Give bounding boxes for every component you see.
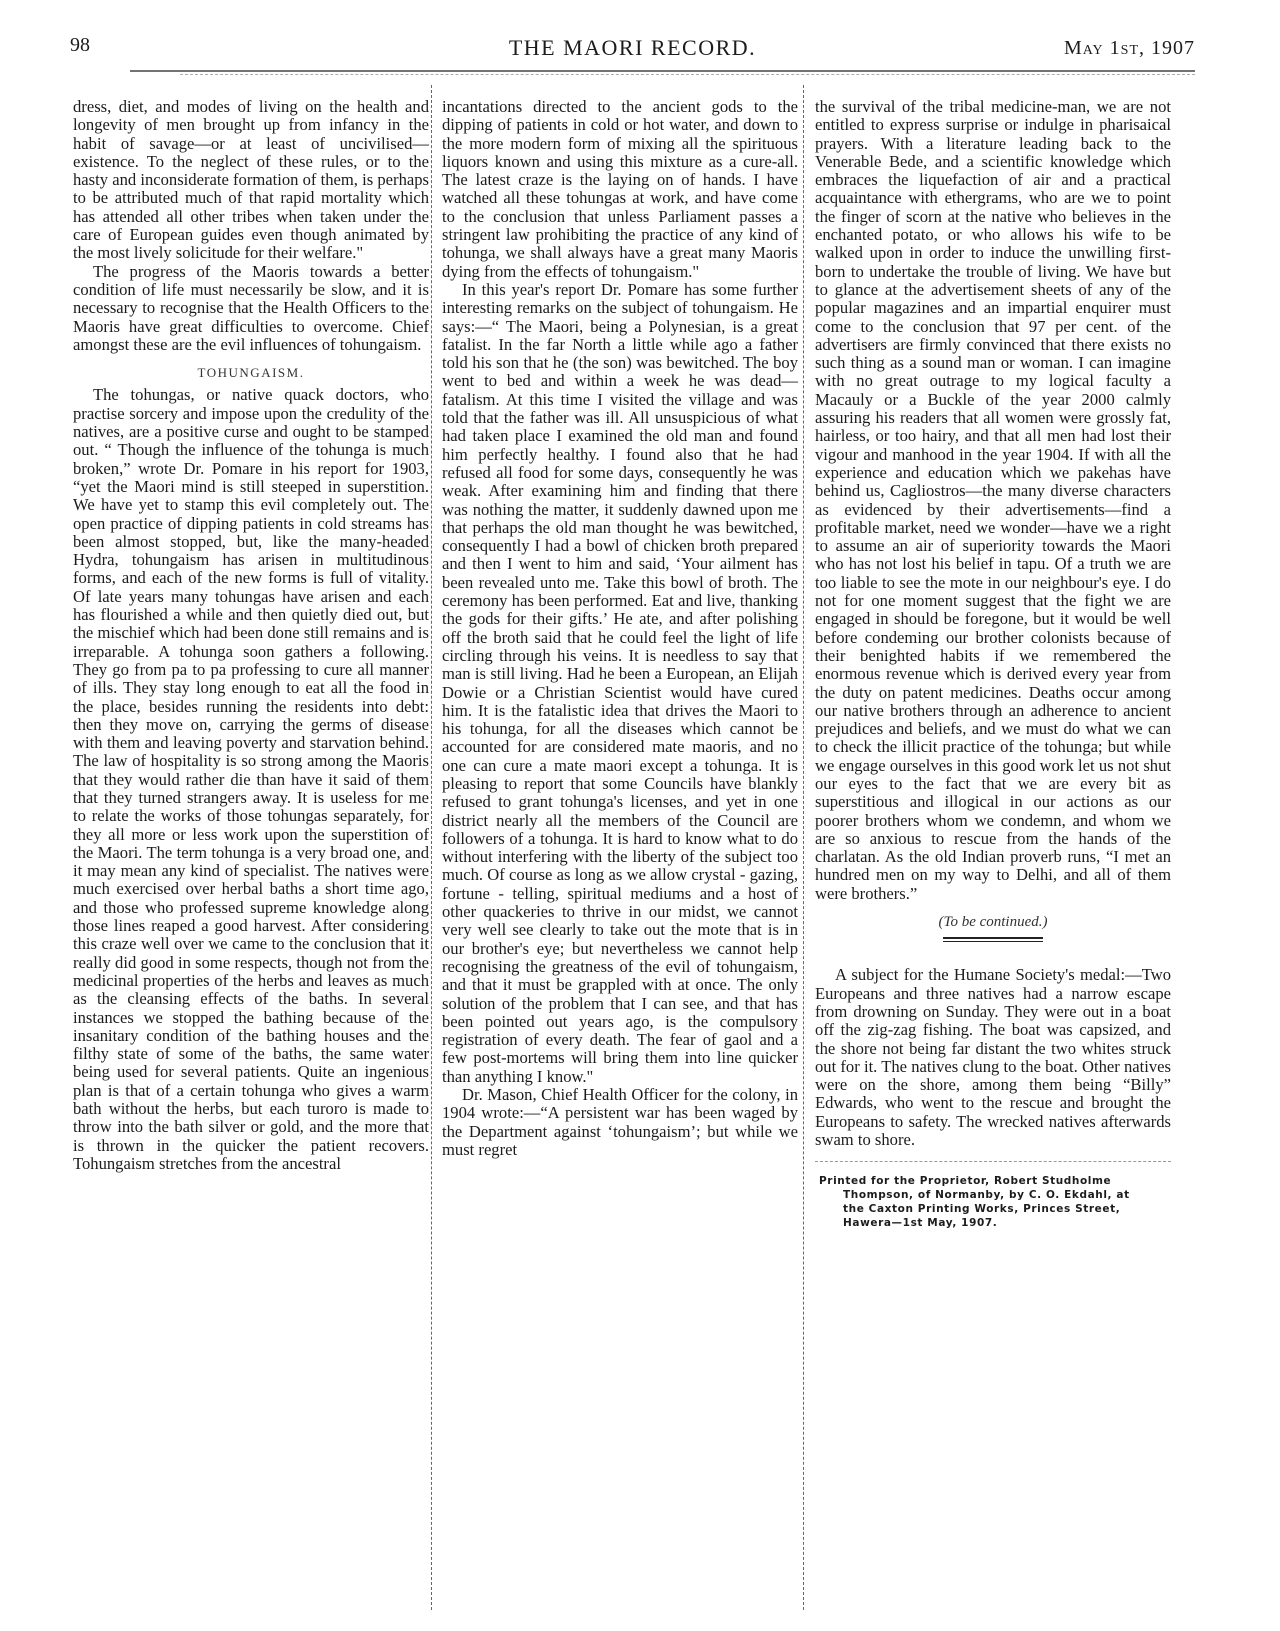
paragraph: The tohungas, or native quack doctors, who practise sorcery and impose upon the credulity of the natives, are a positive curse and ought to be stamped out. “ Though the influence of the tohunga is much broken,” wrote Dr. Pomare in his report for 1903, “yet the Maori mind is still steeped in superstition. We have yet to stamp this evil completely out. The open practice of dipping patients in cold streams has been almost stopped, but, like the many-headed Hydra, tohungaism has arisen in multitudinous forms, and each of the new forms is full of vitality. Of late years many tohungas have arisen and each has flourished a while and then quietly died out, but the mischief which had been done still remains and is irreparable. A tohunga soon gathers a following. They go from pa to pa professing to cure all manner of ills. They stay long enough to eat all the food in the place, besides running the residents into debt: then they move on, carrying the germs of disease with them and leaving poverty and starvation behind. The law of hospitality is so strong among the Maoris that they would rather die than have it said of them that they turned strangers away. It is useless for me to relate the works of those tohungas separately, for they all more or less work upon the superstition of the Maori. The term tohunga is a very broad one, and it may mean any kind of specialist. The natives were much exercised over herbal baths a short time ago, and those who professed supreme knowledge along those lines reaped a good harvest. After considering this craze well over we came to the conclusion that it really did good in some respects, though not from the medicinal properties of the herbs and leaves as much as the cleansing effects of the baths. In several instances we stopped the bathing because of the insanitary condition of the bathing houses and the filthy state of some of the baths, the same water being used for several patients. Quite an ingenious plan is that of a certain tohunga who gives a warm bath without the herbs, but each turoro is made to throw into the bath silver or gold, and the more that is thrown in the quicker the patient recovers. Tohungaism stretches from the ancestral [73,385,429,1173]
imprint-divider [815,1161,1171,1162]
section-divider [943,937,1043,942]
printer-imprint [815,1174,1171,1230]
paragraph: The progress of the Maoris towards a better condition of life must necessarily be slow, and it is necessary to recognise that the Health Officers to the Maoris have great difficulties to overcome. Chief amongst these are the evil influences of tohungaism. [73,261,429,354]
paragraph: Dr. Mason, Chief Health Officer for the colony, in 1904 wrote:—“A persistent war has been waged by the Department against ‘tohungaism’; but while we must regret [442,1085,798,1159]
column-divider [803,85,804,1610]
page-header [70,30,1195,70]
page-number: 98 [70,34,90,56]
imprint-line: Hawera—1st May, 1907. [843,1217,998,1230]
header-rule [130,70,1195,72]
paragraph: In this year's report Dr. Pomare has some further interesting remarks on the subject of tohungaism. He says:—“ The Maori, being a Polynesian, is a great fatalist. In the far North a little while ago a father told his son that he (the son) was bewitched. The boy went to bed and within a week he was dead—fatalism. At this time I visited the village and was told that the father was ill. All unsuspicious of what had taken place I examined the old man and found him perfectly healthy. I found also that he had refused all food for some days, consequently he was weak. After examining him and finding that there was nothing the matter, it suddenly dawned upon me that perhaps the old man thought he was bewitched, consequently I had a bowl of chicken broth prepared and then I went to him and said, ‘Your ailment has been revealed unto me. Take this bowl of broth. The ceremony has been performed. Eat and live, thanking the gods for their gifts.’ He ate, and after polishing off the broth said that he could feel the light of life circling through his veins. It is needless to say that man is still living. Had he been a European, an Elijah Dowie or a Christian Scientist would have cured him. It is the fatalistic idea that drives the Maori to his tohunga, for all the diseases which cannot be accounted for are considered mate maoris, and no one can cure a mate maori except a tohunga. It is pleasing to report that some Councils have blankly refused to grant tohunga's licenses, and yet in one district nearly all the members of the Council are followers of a tohunga. It is hard to know what to do without interfering with the liberty of the subject too much. Of course as long as we allow crystal - gazing, fortune - telling, spiritual mediums and a host of other quackeries to thrive in our midst, we cannot very well see clearly to take out the mote that is in our brother's eye; but nevertheless we cannot help recognising the greatness of the evil of tohungaism, and that it must be grappled with at once. The only solution of the problem that I can see, and that has been pointed out years ago, is the compulsory registration of every death. The fear of gaol and a few post-mortems will bring them into line quicker than anything I know." [442,279,798,1086]
column-middle [442,98,798,1159]
imprint-line: the Caxton Printing Works, Princes Street, [843,1203,1121,1216]
column-divider [431,85,432,1610]
continued-note: (To be continued.) [938,914,1048,931]
paragraph: incantations directed to the ancient gods to the dipping of patients in cold or hot water, and down to the more modern form of mixing all the spirituous liquors known and using this mixture as a cure-all. The latest craze is the laying on of hands. I have watched all these tohungas at work, and have come to the conclusion that unless Parliament passes a stringent law prohibiting the practice of any kind of tohunga, we shall always have a great many Maoris dying from the effects of tohungaism." [442,97,798,281]
header-rule-secondary [180,74,1195,75]
section-heading: TOHUNGAISM. [197,365,305,381]
paragraph: the survival of the tribal medicine-man, we are not entitled to express surprise or indulge in pharisaical prayers. With a literature leading back to the Venerable Bede, and a scientific knowledge which embraces the liquefaction of air and a practical acquaintance with ethergrams, who are we to point the finger of scorn at the native who believes in the enchanted potato, or who allows his wife to be walked upon in order to induce the unwilling first-born to undertake the trouble of living. We have but to glance at the advertisement sheets of any of the popular magazines and an impartial enquirer must come to the conclusion that 97 per cent. of the advertisers are firmly convinced that there exists no such thing as a sound man or woman. I can imagine with no great outrage to my logical faculty a Macauly or a Buckle of the year 2000 calmly assuring his readers that all women were grossly fat, hairless, or too hairy, and that all men had lost their vigour and manhood in the year 1904. If with all the experience and education which we pakehas have behind us, Cagliostros—the many diverse characters as evidenced by their advertisements—find a profitable market, need we wonder—have we a right to assume an air of superiority towards the Maori who has not lost his belief in tapu. Of a truth we are too liable to see the mote in our neighbour's eye. I do not for one moment suggest that the fight we are engaged in should be foregone, but it would be well before condeming our brother colonists because of their benighted habits if we remembered the enormous revenue which is derived every year from the duty on patent medicines. Deaths occur among our native brothers through an adherence to ancient prejudices and beliefs, and we must do what we can to check the illicit practice of the tohunga; but while we engage ourselves in this good work let us not shut our eyes to the fact that we are every bit as superstitious and illogical in our actions as our poorer brothers whom we condemn, and whom we are so anxious to rescue from the hands of the charlatan. As the old Indian proverb runs, “I met an hundred men on my way to Delhi, and all of them were brothers.” [815,97,1171,903]
news-item: A subject for the Humane Society's medal:—Two Europeans and three natives had a narrow escape from drowning on Sunday. They were out in a boat off the zig-zag fishing. The boat was capsized, and the shore not being far distant the two whites struck out for it. The natives clung to the boat. Other natives were on the shore, among them being “Billy” Edwards, who went to the rescue and brought the Europeans to safety. The wrecked natives afterwards swam to shore. [815,965,1171,1150]
imprint-line: Printed for the Proprietor, Robert Studholme [819,1175,1112,1188]
issue-date: May 1st, 1907 [1063,37,1195,59]
publication-title: THE MAORI RECORD. [508,35,757,60]
paragraph: dress, diet, and modes of living on the health and longevity of men brought up from infancy in the habit of savage—or at least of uncivilised—existence. To the neglect of these rules, or to the hasty and inconsiderate formation of them, is perhaps to be attributed much of that rapid mortality which has attended all other tribes when taken under the care of European guides even though animated by the most lively solicitude for their welfare." [73,97,429,263]
imprint-line: Thompson, of Normanby, by C. O. Ekdahl, at [843,1189,1130,1202]
column-right [815,98,1171,1230]
column-left [73,98,429,1173]
